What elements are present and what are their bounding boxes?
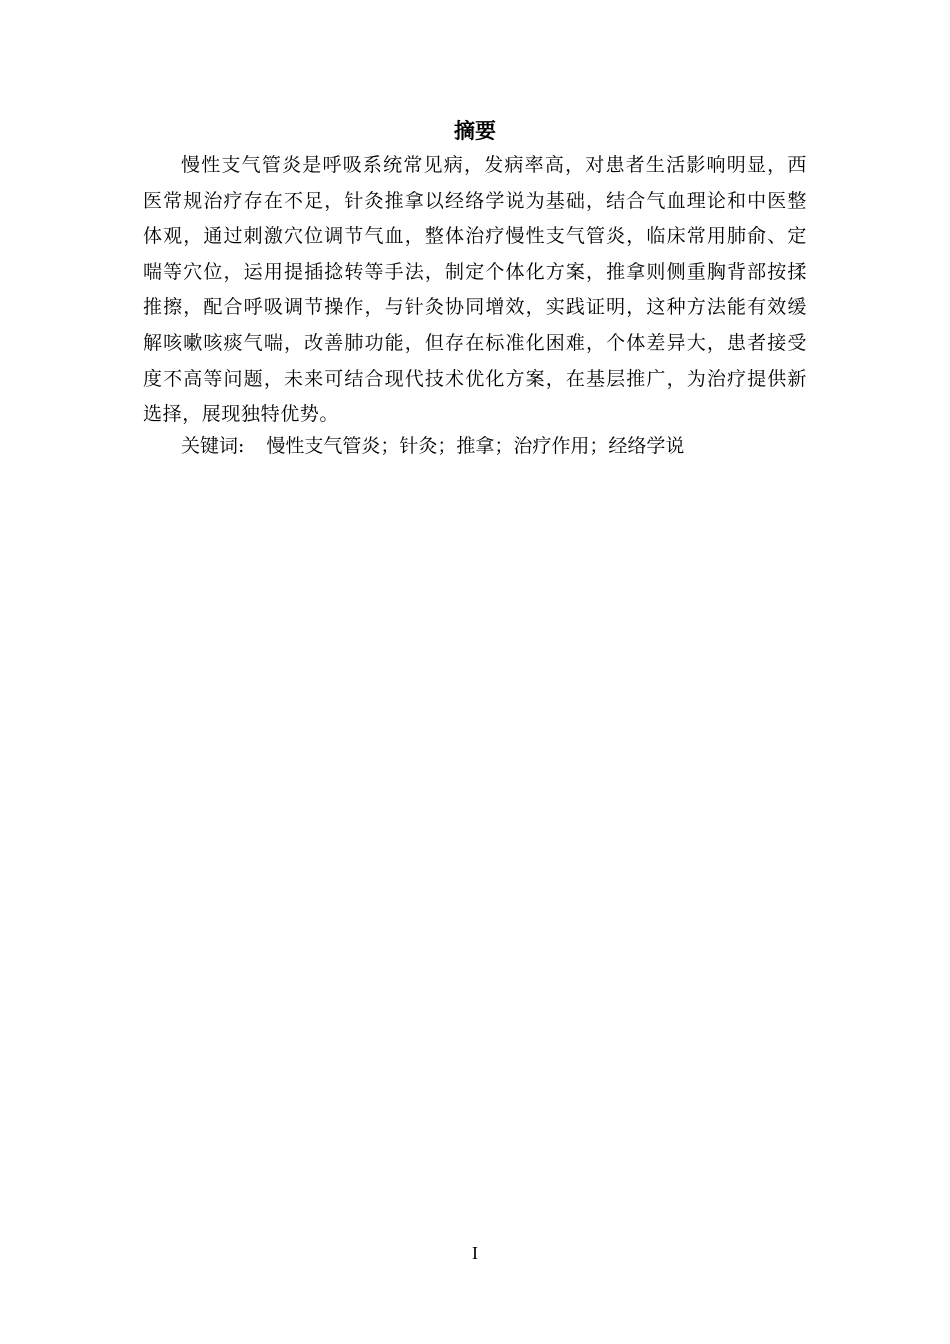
- keywords-list: 慢性支气管炎；针灸；推拿；治疗作用；经络学说: [266, 435, 685, 457]
- keywords-line: [181, 428, 684, 464]
- abstract-body: 慢性支气管炎是呼吸系统常见病，发病率高，对患者生活影响明显，西医常规治疗存在不足，针灸推拿以经络学说为基础，结合气血理论和中医整体观，通过刺激穴位调节气血，整体治疗慢性支气管炎，临床常用肺俞、定喘等穴位，运用提插捻转等手法，制定个体化方案，推拿则侧重胸背部按揉推擦，配合呼吸调节操作，与针灸协同增效，实践证明，这种方法能有效缓解咳嗽咳痰气喘，改善肺功能，但存在标准化困难，个体差异大，患者接受度不高等问题，未来可结合现代技术优化方案，在基层推广，为治疗提供新选择，展现独特优势。: [143, 154, 807, 426]
- abstract-title: 摘要: [454, 119, 496, 143]
- page-number: I: [472, 1243, 478, 1263]
- keywords-label: 关键词:: [181, 435, 245, 457]
